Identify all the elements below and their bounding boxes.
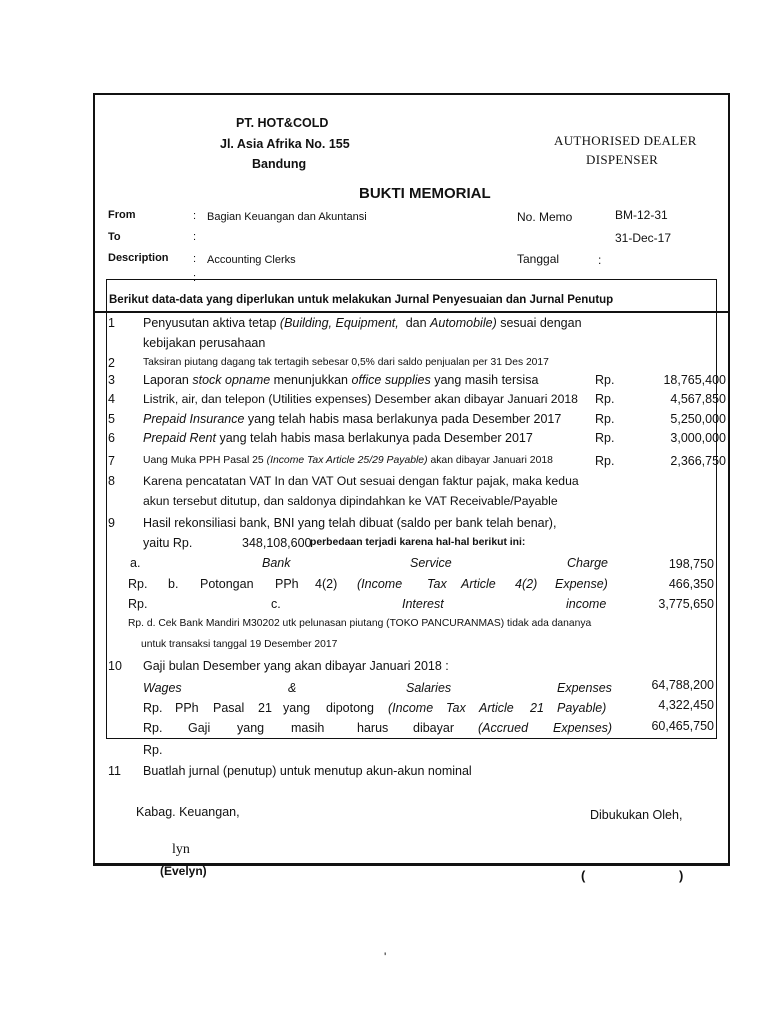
pph-word-9: Article xyxy=(479,701,514,715)
item-9d-line-2: untuk transaksi tanggal 19 Desember 2017 xyxy=(141,639,338,650)
item-9-yaitu: yaitu Rp. xyxy=(143,536,193,550)
item-7-currency: Rp. xyxy=(595,454,615,468)
item-9-line-1: Hasil rekonsiliasi bank, BNI yang telah dibuat (saldo per bank telah benar), xyxy=(143,516,557,530)
gaji-word-5: harus xyxy=(357,721,389,735)
item-9b-word-3: 4(2) xyxy=(315,577,338,591)
item-11-number: 11 xyxy=(108,764,121,778)
item-9c-word-1: Interest xyxy=(402,597,444,611)
item-3-text-a: Laporan xyxy=(143,373,193,387)
item-8-line-2: akun tersebut ditutup, dan saldonya dipindahkan ke VAT Receivable/Payable xyxy=(143,494,558,508)
item-10-text: Gaji bulan Desember yang akan dibayar Januari 2018 : xyxy=(143,659,449,673)
section-divider xyxy=(93,311,730,313)
gaji-word-4: masih xyxy=(291,721,325,735)
gaji-word-3: yang xyxy=(237,721,265,735)
item-9a-word-2: Service xyxy=(410,556,452,570)
item-9b-word-6: Article xyxy=(461,577,496,591)
item-5-text-a: Prepaid Insurance xyxy=(143,412,245,426)
item-9b-word-8: Expense) xyxy=(555,577,608,591)
item-9c-word-2: income xyxy=(566,597,607,611)
item-7-amount: 2,366,750 xyxy=(670,454,726,468)
from-value: Bagian Keuangan dan Akuntansi xyxy=(207,211,367,223)
item-9-tail: perbedaan terjadi karena hal-hal berikut ini: xyxy=(310,537,526,548)
date-value: 31-Dec-17 xyxy=(615,231,672,245)
item-5-number: 5 xyxy=(108,412,115,426)
pph-word-6: dipotong xyxy=(326,701,374,715)
wages-word-3: Salaries xyxy=(406,681,452,695)
gaji-word-8: Expenses) xyxy=(553,721,613,735)
item-9a-word-3: Charge xyxy=(567,556,608,570)
memo-label: No. Memo xyxy=(517,210,573,224)
item-9b-label: b. xyxy=(168,577,179,591)
item-4-text: Listrik, air, dan telepon (Utilities expenses) Desember akan dibayar Januari 2018 xyxy=(143,392,578,406)
extra-colon: : xyxy=(193,272,197,284)
kabag-name: (Evelyn) xyxy=(160,864,207,878)
item-3-amount: 18,765,400 xyxy=(663,373,726,387)
item-11-text: Buatlah jurnal (penutup) untuk menutup akun-akun nominal xyxy=(143,764,472,778)
item-9-amount: 348,108,600 xyxy=(242,536,312,550)
item-1-text-b: (Building, Equipment, xyxy=(279,316,399,330)
item-3-text xyxy=(143,373,538,387)
item-1-line-1 xyxy=(143,316,582,330)
item-3-currency: Rp. xyxy=(595,373,615,387)
item-1-text-e: sesuai dengan xyxy=(496,316,582,330)
item-1-number: 1 xyxy=(108,316,115,330)
gaji-word-7: (Accrued xyxy=(478,721,529,735)
item-9b-word-2: PPh xyxy=(275,577,299,591)
item-8-number: 8 xyxy=(108,474,115,488)
item-9b-currency: Rp. xyxy=(128,577,148,591)
item-9b-word-7: 4(2) xyxy=(515,577,538,591)
gaji-word-2: Gaji xyxy=(188,721,211,735)
intro-text: Berikut data-data yang diperlukan untuk melakukan Jurnal Penyesuaian dan Jurnal Penutup xyxy=(109,294,614,306)
item-5-text xyxy=(143,412,561,426)
description-label: Description xyxy=(108,252,169,264)
dibukukan-open-paren: ( xyxy=(581,868,586,883)
tanggal-colon: : xyxy=(598,253,602,267)
item-9a-amount: 198,750 xyxy=(668,557,714,571)
item-7-text xyxy=(143,455,553,466)
item-6-number: 6 xyxy=(108,431,115,445)
item-6-currency: Rp. xyxy=(595,431,615,445)
item-9d-line-1: Rp. d. Cek Bank Mandiri M30202 utk pelunasan piutang (TOKO PANCURANMAS) tidak ada dananya xyxy=(128,618,592,629)
item-9-number: 9 xyxy=(108,516,115,530)
item-9a-label: a. xyxy=(130,556,141,570)
item-6-amount: 3,000,000 xyxy=(670,431,726,445)
memo-value: BM-12-31 xyxy=(615,208,668,222)
kabag-title: Kabag. Keuangan, xyxy=(136,805,240,819)
item-3-number: 3 xyxy=(108,373,115,387)
item-9b-word-5: Tax xyxy=(427,577,447,591)
item-9b-amount: 466,350 xyxy=(668,577,714,591)
item-1-text-c: dan xyxy=(405,316,431,330)
company-address: Jl. Asia Afrika No. 155 xyxy=(220,137,350,151)
gaji-amount: 60,465,750 xyxy=(651,719,714,733)
item-5-amount: 5,250,000 xyxy=(670,412,726,426)
item-9a-word-1: Bank xyxy=(262,556,291,570)
item-5-text-b: yang telah habis masa berlakunya pada Desember 2017 xyxy=(244,412,562,426)
item-1-text-a: Penyusutan aktiva tetap xyxy=(143,316,280,330)
dibukukan-close-paren: ) xyxy=(679,868,684,883)
item-2-text: Taksiran piutang dagang tak tertagih sebesar 0,5% dari saldo penjualan per 31 Des 2017 xyxy=(143,357,549,368)
pph-word-8: Tax xyxy=(446,701,466,715)
gaji-word-1: Rp. xyxy=(143,721,163,735)
item-4-currency: Rp. xyxy=(595,392,615,406)
gaji-currency: Rp. xyxy=(143,743,163,757)
item-7-text-b: (Income Tax Article 25/29 Payable) xyxy=(266,455,428,466)
pph-word-2: PPh xyxy=(175,701,199,715)
pph-word-7: (Income xyxy=(388,701,434,715)
item-9c-label: c. xyxy=(271,597,281,611)
item-4-amount: 4,567,850 xyxy=(670,392,726,406)
from-colon: : xyxy=(193,210,197,222)
dealer-line-1: AUTHORISED DEALER xyxy=(554,133,697,148)
item-8-line-1: Karena pencatatan VAT In dan VAT Out sesuai dengan faktur pajak, maka kedua xyxy=(143,474,579,488)
item-9b-word-4: (Income xyxy=(357,577,403,591)
pph-word-3: Pasal xyxy=(213,701,245,715)
item-7-number: 7 xyxy=(108,454,115,468)
item-3-text-e: yang masih tersisa xyxy=(430,373,539,387)
item-4-number: 4 xyxy=(108,392,115,406)
signature: lyn xyxy=(172,842,190,857)
tanggal-label: Tanggal xyxy=(517,252,560,266)
item-7-text-a: Uang Muka PPH Pasal 25 xyxy=(143,455,267,466)
item-3-text-d: office supplies xyxy=(351,373,431,387)
item-3-text-b: stock opname xyxy=(192,373,271,387)
item-10-number: 10 xyxy=(108,659,122,673)
dibukukan-title: Dibukukan Oleh, xyxy=(590,808,683,822)
item-5-currency: Rp. xyxy=(595,412,615,426)
item-9c-currency: Rp. xyxy=(128,597,148,611)
pph-amount: 4,322,450 xyxy=(658,698,714,712)
item-6-text-b: yang telah habis masa berlakunya pada Desember 2017 xyxy=(215,431,533,445)
wages-word-2: & xyxy=(288,681,297,695)
gaji-word-6: dibayar xyxy=(413,721,454,735)
to-colon: : xyxy=(193,231,197,243)
pph-word-5: yang xyxy=(283,701,311,715)
item-3-text-c: menunjukkan xyxy=(270,373,352,387)
item-9b-word-1: Potongan xyxy=(200,577,254,591)
item-6-text xyxy=(143,431,533,445)
item-1-line-2: kebijakan perusahaan xyxy=(143,336,266,350)
pph-word-11: Payable) xyxy=(557,701,607,715)
wages-word-4: Expenses xyxy=(557,681,612,695)
item-1-text-d: Automobile) xyxy=(430,316,497,330)
item-2-number: 2 xyxy=(108,356,115,370)
company-city: Bandung xyxy=(252,157,307,171)
wages-amount: 64,788,200 xyxy=(651,678,714,692)
pph-word-10: 21 xyxy=(530,701,544,715)
description-colon: : xyxy=(193,253,197,265)
pph-word-1: Rp. xyxy=(143,701,163,715)
to-label: To xyxy=(108,231,121,243)
dealer-line-2: DISPENSER xyxy=(586,152,659,167)
from-label: From xyxy=(108,209,136,221)
item-6-text-a: Prepaid Rent xyxy=(143,431,216,445)
item-7-text-c: akan dibayar Januari 2018 xyxy=(427,455,553,466)
page-mark: ' xyxy=(384,950,387,964)
page-title: BUKTI MEMORIAL xyxy=(359,185,491,202)
pph-word-4: 21 xyxy=(258,701,272,715)
company-name: PT. HOT&COLD xyxy=(236,116,329,130)
item-9c-amount: 3,775,650 xyxy=(658,597,714,611)
description-value: Accounting Clerks xyxy=(207,254,296,266)
wages-word-1: Wages xyxy=(143,681,182,695)
